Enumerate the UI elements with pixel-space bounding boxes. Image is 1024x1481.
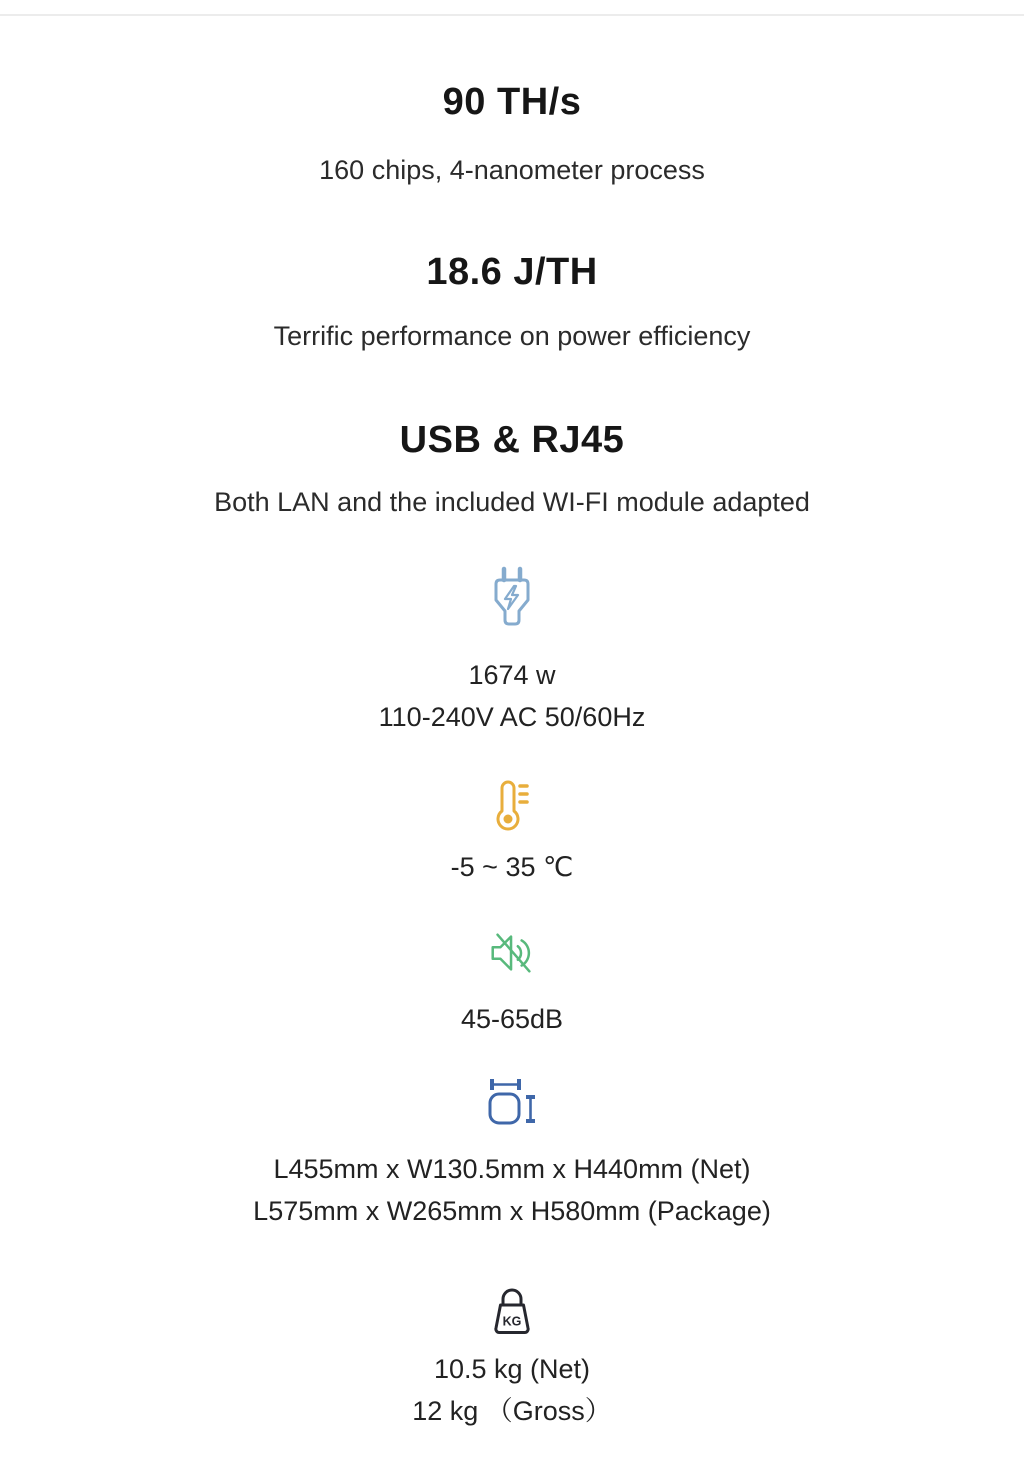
dimensions-icon [484, 1076, 540, 1132]
weight-net: 10.5 kg (Net) [433, 1354, 591, 1384]
weight-kg-icon [487, 1280, 537, 1342]
noise-level: 45-65dB [460, 1004, 564, 1034]
dimensions-net: L455mm x W130.5mm x H440mm (Net) [273, 1154, 751, 1184]
hashrate-desc: 160 chips, 4-nanometer process [319, 155, 705, 185]
kg-badge-label: KG [502, 1314, 522, 1329]
muted-speaker-icon [484, 926, 540, 980]
weight-gross: 12 kg （Gross） [412, 1396, 612, 1426]
power-watts: 1674 w [468, 660, 556, 690]
weight-spec [412, 1348, 612, 1432]
noise-spec [461, 998, 563, 1040]
efficiency-value: 18.6 J/TH [426, 251, 598, 293]
dimensions-package: L575mm x W265mm x H580mm (Package) [253, 1196, 771, 1226]
efficiency-desc: Terrific performance on power efficiency [273, 321, 751, 351]
top-divider [0, 14, 1024, 16]
hashrate-value: 90 TH/s [442, 81, 582, 123]
thermometer-icon [490, 778, 534, 838]
power-plug-icon [486, 566, 538, 634]
dimensions-spec [253, 1148, 771, 1232]
power-voltage: 110-240V AC 50/60Hz [378, 702, 646, 732]
power-spec [379, 654, 646, 738]
temperature-spec [451, 846, 574, 888]
temperature-range: -5 ~ 35 ℃ [450, 852, 574, 882]
connectivity-desc: Both LAN and the included WI-FI module adapted [214, 487, 810, 517]
connectivity-value: USB & RJ45 [399, 419, 625, 461]
